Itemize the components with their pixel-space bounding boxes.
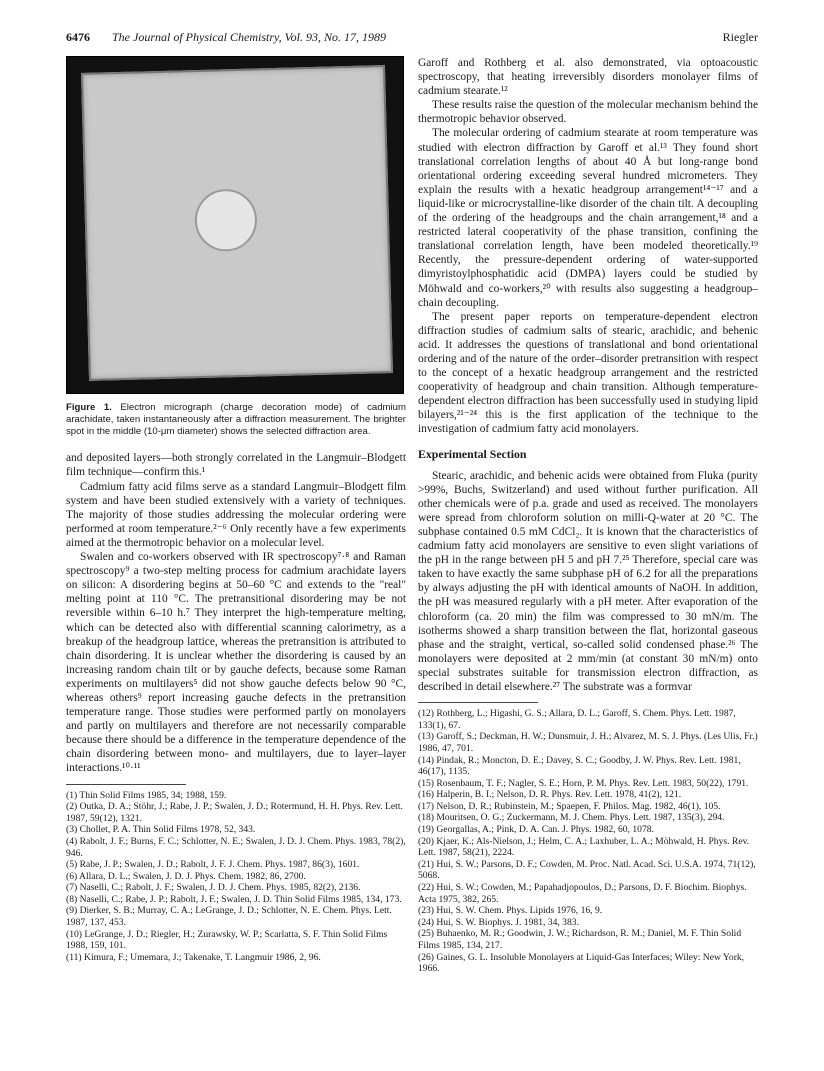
figure-caption — [66, 402, 406, 437]
reference-item: (16) Halperin, B. I.; Nelson, D. R. Phys. Rev. Lett. 1978, 41(2), 121. — [418, 789, 682, 801]
selected-diffraction-spot — [194, 188, 258, 252]
body-paragraph: Cadmium fatty acid films serve as a standard Langmuir–Blodgett film system and have been studied extensively with a variety of techniques. The majority of those studies addressing the molecular ordering were performed at room temperature.²⁻⁶ Only recently have a few experiments aimed at the thermotropic behavior on a molecular level. — [66, 480, 406, 549]
journal-citation: The Journal of Physical Chemistry, Vol. 93, No. 17, 1989 — [112, 30, 386, 44]
reference-item: (22) Hui, S. W.; Cowden, M.; Papahadjopoulos, D.; Parsons, D. F. Biochim. Biophys. Acta 1975, 382, 265. — [418, 882, 747, 905]
section-heading: Experimental Section — [418, 446, 527, 461]
reference-item: (21) Hui, S. W.; Parsons, D. F.; Cowden, M. Proc. Natl. Acad. Sci. U.S.A. 1974, 71(12), 5068. — [418, 858, 756, 882]
reference-item: (19) Georgallas, A.; Pink, D. A. Can. J. Phys. 1982, 60, 1078. — [418, 824, 654, 836]
reference-item: (25) Buhaenko, M. R.; Goodwin, J. W.; Richardson, R. M.; Daniel, M. F. Thin Solid Films 1985, 134, 217. — [418, 928, 742, 951]
footnote-rule — [418, 702, 538, 703]
footnote-rule — [66, 784, 186, 785]
reference-item: (11) Kimura, F.; Umemara, J.; Takenake, T. Langmuir 1986, 2, 96. — [66, 951, 321, 963]
body-paragraph: Swalen and co-workers observed with IR spectroscopy⁷·⁸ and Raman spectroscopy⁹ a two-step melting process for cadmium arachidate layers on silicon: A disordering begins at 50–60 °C and extends to the "real" melting point at 110 °C. The pretransitional disordering may be not reversible within 6–10 h.⁷ They interpret the high-temperature melting, which can be detected also with differential scanning calorimetry, as a breakup of the headgroup lattice, whereas the pretransition is attributed to chain disordering. It is unclear whether the disordering is caused by an increasing random chain tilt or by gauche defects, because some Raman experiments on multilayers⁵ did not show gauche defects below 90 °C, whereas others⁹ report increasing gauche defects in the pretransition temperature range. Those studies were performed partly on monolayers and partly on multilayers and therefore are not necessarily comparable because there should be a difference in the temperature dependence of the chain disordering between mono- and multilayers, due to layer–layer interactions.¹⁰·¹¹ — [66, 551, 406, 775]
reference-item: (9) Dierker, S. B.; Murray, C. A.; LeGrange, J. D.; Schlotter, N. E. Chem. Phys. Lett. 1987, 137, 453. — [66, 905, 392, 929]
reference-list-left — [66, 790, 406, 964]
reference-item: (3) Chollet, P. A. Thin Solid Films 1978, 52, 343. — [66, 824, 256, 836]
reference-item: (18) Mouritsen, O. G.; Zuckermann, M. J. Chem. Phys. Lett. 1987, 135(3), 294. — [418, 812, 725, 824]
reference-item: (5) Rabe, J. P.; Swalen, J. D.; Rabolt, J. F. J. Chem. Phys. 1987, 86(3), 1601. — [66, 859, 360, 871]
reference-item: (10) LeGrange, J. D.; Riegler, H.; Zurawsky, W. P.; Scarlatta, S. F. Thin Solid Films 1988, 159, 101. — [66, 928, 388, 952]
reference-item: (15) Rosenbaum, T. F.; Nagler, S. E.; Horn, P. M. Phys. Rev. Lett. 1983, 50(22), 1791. — [418, 777, 749, 789]
reference-item: (17) Nelson, D. R.; Rubinstein, M.; Spaepen, F. Philos. Mag. 1982, 46(1), 105. — [418, 800, 721, 812]
body-paragraph: These results raise the question of the molecular mechanism behind the thermotropic behavior observed. — [418, 99, 758, 126]
body-paragraph: Garoff and Rothberg et al. also demonstrated, via optoacoustic spectroscopy, that heating irreversibly disorders monolayer films of cadmium stearate.¹² — [418, 57, 758, 98]
reference-item: (24) Hui, S. W. Biophys. J. 1981, 34, 383. — [418, 916, 579, 928]
reference-item: (14) Pindak, R.; Moncton, D. E.; Davey, S. C.; Goodby, J. W. Phys. Rev. Lett. 1981, 46(17), 1135. — [418, 754, 741, 778]
right-column — [418, 56, 758, 975]
left-column — [66, 56, 406, 963]
reference-item: (23) Hui, S. W. Chem. Phys. Lipids 1976, 16, 9. — [418, 905, 603, 917]
electron-micrograph-figure — [66, 56, 404, 394]
reference-item: (12) Rothberg, L.; Higashi, G. S.; Allara, D. L.; Garoff, S. Chem. Phys. Lett. 1987, 133(1), 67. — [418, 708, 736, 731]
reference-item: (7) Naselli, C.; Rabolt, J. F.; Swalen, J. D. J. Chem. Phys. 1985, 82(2), 2136. — [66, 882, 361, 894]
micrograph-film-area — [81, 65, 393, 381]
body-paragraph: Stearic, arachidic, and behenic acids were obtained from Fluka (purity >99%, Buchs, Switzerland) and used without further purification. All other chemicals were of p.a. grade and used as received. The monolayers were spread from chloroform solution on milli-Q-water at 20 °C. The subphase contained 0.5 mM CdCl₂. It is known that the characteristics of cadmium fatty acid monolayers are sensitive to even slight variations of the pH in the range between pH 5 and pH 7.²⁵ Therefore, special care was taken to have exactly the same subphase pH of 6.2 for all the preparations by always adjusting the pH with identical amounts of NaOH. In addition, the pH was measured regularly with a pH meter. After evaporation of the chloroform (ca. 20 min) the film was compressed to 30 mN/m. The isotherms showed a sharp transition between the flat, horizontal gaseous phase and the straight, vertical, so-called solid condensed phase.²⁶ The monolayers were deposited at 2 mm/min (at constant 30 mN/m) onto special substrates suitable for transmission electron diffraction, as described in detail elsewhere.²⁷ The substrate was a formvar — [418, 469, 758, 694]
figure-caption-text: Electron micrograph (charge decoration mode) of cadmium arachidate, taken instantaneously after a diffraction measurement. The brighter spot in the middle (10-μm diameter) shows the selected diffraction area. — [66, 402, 407, 437]
reference-item: (13) Garoff, S.; Deckman, H. W.; Dunsmuir, J. H.; Alvarez, M. S. J. Phys. (Les Ulis, Fr.) 1986, 47, 701. — [418, 731, 758, 754]
reference-item: (6) Allara, D. L.; Swalen, J. D. J. Phys. Chem. 1982, 86, 2700. — [66, 870, 306, 882]
reference-item: (20) Kjaer, K.; Als-Nielson, J.; Helm, C. A.; Laxhuber, L. A.; Möhwald, H. Phys. Rev. Lett. 1987, 58(21), 2224. — [418, 835, 750, 859]
body-paragraph: The present paper reports on temperature-dependent electron diffraction studies of cadmium salts of stearic, arachidic, and behenic acid. It addresses the questions of translational and bond orientational ordering and of the nature of the order–disorder pretransition with respect to the concept of a hexatic headgroup arrangement and the restricted cooperativity of headgroup and chain transition. Although temperature-dependent electron diffraction has been successfully used in studying lipid bilayers,²¹⁻²⁴ this is the first application of the technique to the investigation of cadmium fatty acid monolayers. — [418, 310, 758, 436]
reference-item: (2) Outka, D. A.; Stöhr, J.; Rabe, J. P.; Swalen, J. D.; Rotermund, H. H. Phys. Rev. Lett. 1987, 59(12), 1321. — [66, 801, 403, 824]
running-header — [66, 30, 758, 48]
figure-label: Figure 1. — [66, 402, 112, 413]
page-number: 6476 — [66, 30, 90, 44]
reference-list-right — [418, 708, 758, 975]
reference-item: (1) Thin Solid Films 1985, 34; 1988, 159. — [66, 789, 227, 801]
running-author: Riegler — [722, 30, 758, 44]
body-paragraph: The molecular ordering of cadmium stearate at room temperature was studied with electron diffraction by Garoff et al.¹³ They found short translational correlation lengths of about 40 Å but long-range bond orientational ordering exceeding several hundred micrometers. They explain the results with a hexatic headgroup arrangement¹⁴⁻¹⁷ and a liquid-like or microcrystalline-like disorder of the chain tilt. A decoupling of the ordering of the headgroups and the chain arrangement,¹⁸ and a restricted lateral cooperativity of the phase transition, confining the translational correlation length, have been modeled theoretically.¹⁹ Recently, the pressure-dependent ordering of water-supported dimyristoylphosphatidic acid (DMPA) layers could be studied by Möhwald and co-workers,²⁰ with results also suggesting a headgroup–chain decoupling. — [418, 127, 758, 309]
reference-item: (26) Gaines, G. L. Insoluble Monolayers at Liquid-Gas Interfaces; Wiley: New York, 1966. — [418, 951, 745, 975]
reference-item: (4) Rabolt, J. F.; Burns, F. C.; Schlotter, N. E.; Swalen, J. D. J. Chem. Phys. 1983, 78(2), 946. — [66, 835, 406, 859]
body-paragraph: and deposited layers—both strongly correlated in the Langmuir–Blodgett film technique—confirm this.¹ — [66, 452, 406, 479]
reference-item: (8) Naselli, C.; Rabe, J. P.; Rabolt, J. F.; Swalen, J. D. Thin Solid Films 1985, 134, 173. — [66, 893, 402, 905]
